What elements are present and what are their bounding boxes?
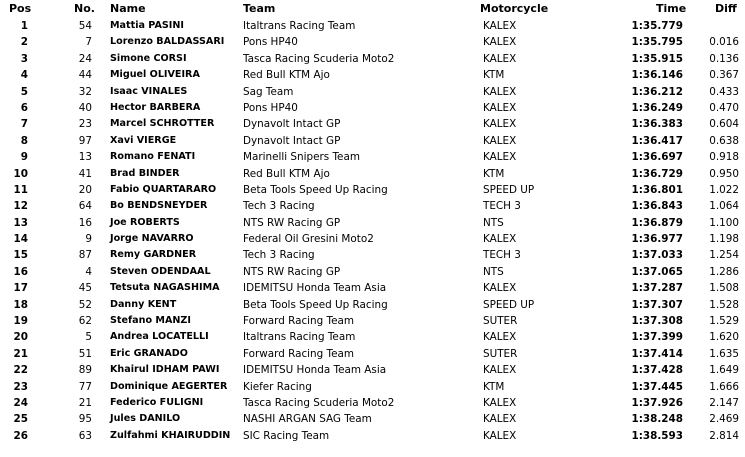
lap-time: 1:36.212 xyxy=(631,85,683,98)
time-diff: 1.198 xyxy=(709,233,739,246)
table-row xyxy=(0,346,745,362)
time-diff: 0.016 xyxy=(709,36,739,49)
team-name: Red Bull KTM Ajo xyxy=(243,167,330,180)
time-diff: 1.254 xyxy=(709,249,739,262)
rider-name: Danny KENT xyxy=(110,298,177,310)
row-pos: 21 xyxy=(13,347,28,360)
table-row xyxy=(0,116,745,132)
motorcycle: NTS xyxy=(483,216,504,229)
row-number: 87 xyxy=(78,249,92,262)
header-name: Name xyxy=(110,2,146,15)
table-row xyxy=(0,297,745,313)
rider-name: Tetsuta NAGASHIMA xyxy=(110,282,220,294)
row-number: 52 xyxy=(78,298,92,311)
row-number: 5 xyxy=(85,331,92,344)
lap-time: 1:36.801 xyxy=(631,183,683,196)
table-row xyxy=(0,133,745,149)
motorcycle: KALEX xyxy=(483,134,517,147)
rider-name: Brad BINDER xyxy=(110,167,180,179)
time-diff: 0.638 xyxy=(709,134,739,147)
row-number: 97 xyxy=(78,134,92,147)
rider-name: Mattia PASINI xyxy=(110,20,184,31)
lap-time: 1:37.308 xyxy=(631,315,683,328)
team-name: Pons HP40 xyxy=(243,36,298,49)
row-pos: 20 xyxy=(13,331,28,344)
row-pos: 9 xyxy=(20,151,28,164)
rider-name: Joe ROBERTS xyxy=(110,216,180,228)
row-number: 21 xyxy=(78,396,92,409)
rider-name: Simone CORSI xyxy=(110,52,187,64)
row-number: 23 xyxy=(78,118,92,131)
team-name: Tech 3 Racing xyxy=(243,249,315,262)
team-name: NTS RW Racing GP xyxy=(243,216,341,229)
table-row xyxy=(0,67,745,83)
team-name: Beta Tools Speed Up Racing xyxy=(243,298,388,311)
rider-name: Jules DANILO xyxy=(110,413,181,425)
lap-time: 1:36.697 xyxy=(631,151,683,164)
team-name: Forward Racing Team xyxy=(243,347,354,360)
rider-name: Eric GRANADO xyxy=(110,347,188,359)
row-pos: 10 xyxy=(13,167,28,180)
rider-name: Andrea LOCATELLI xyxy=(110,331,209,343)
rider-name: Federico FULIGNI xyxy=(110,396,204,408)
table-row xyxy=(0,100,745,116)
rider-name: Jorge NAVARRO xyxy=(110,233,194,245)
time-diff: 0.604 xyxy=(709,118,739,131)
team-name: Pons HP40 xyxy=(243,101,298,114)
row-number: 63 xyxy=(78,429,92,442)
row-pos: 2 xyxy=(20,36,28,49)
lap-time: 1:35.779 xyxy=(631,20,683,32)
team-name: Dynavolt Intact GP xyxy=(243,118,341,131)
lap-time: 1:37.287 xyxy=(631,282,683,295)
table-row xyxy=(0,51,745,67)
lap-time: 1:36.383 xyxy=(631,118,683,131)
lap-time: 1:36.146 xyxy=(631,69,683,82)
team-name: Dynavolt Intact GP xyxy=(243,134,341,147)
table-row xyxy=(0,34,745,50)
lap-time: 1:36.879 xyxy=(631,216,683,229)
lap-time: 1:38.593 xyxy=(631,429,683,442)
team-name: Federal Oil Gresini Moto2 xyxy=(243,233,374,246)
row-number: 13 xyxy=(78,151,92,164)
motorcycle: KALEX xyxy=(483,85,517,98)
lap-time: 1:37.414 xyxy=(631,347,683,360)
motorcycle: KTM xyxy=(483,69,505,82)
row-pos: 11 xyxy=(13,183,28,196)
table-row xyxy=(0,428,745,444)
lap-time: 1:37.065 xyxy=(631,265,683,278)
time-diff: 1.529 xyxy=(709,315,739,328)
rider-name: Khairul IDHAM PAWI xyxy=(110,364,220,376)
motorcycle: SUTER xyxy=(483,315,518,328)
team-name: Marinelli Snipers Team xyxy=(243,151,360,164)
lap-time: 1:36.417 xyxy=(631,134,683,147)
row-number: 24 xyxy=(78,52,92,65)
team-name: SIC Racing Team xyxy=(243,429,330,442)
row-pos: 15 xyxy=(13,249,28,262)
lap-time: 1:36.729 xyxy=(631,167,683,180)
lap-time: 1:36.249 xyxy=(631,101,683,114)
table-body xyxy=(0,18,745,444)
row-pos: 16 xyxy=(13,265,28,278)
row-number: 7 xyxy=(85,36,92,49)
motorcycle: KALEX xyxy=(483,52,517,65)
row-pos: 23 xyxy=(13,380,28,393)
row-number: 95 xyxy=(78,413,92,426)
motorcycle: TECH 3 xyxy=(483,200,521,213)
time-diff: 1.286 xyxy=(709,265,739,278)
time-diff: 1.649 xyxy=(709,364,739,377)
rider-name: Miguel OLIVEIRA xyxy=(110,69,200,81)
row-number: 32 xyxy=(78,85,92,98)
row-number: 4 xyxy=(85,265,92,278)
team-name: Italtrans Racing Team xyxy=(243,331,356,344)
table-row xyxy=(0,264,745,280)
table-row xyxy=(0,182,745,198)
team-name: Beta Tools Speed Up Racing xyxy=(243,183,388,196)
time-diff: 1.508 xyxy=(709,282,739,295)
motorcycle: KTM xyxy=(483,167,505,180)
motorcycle: KALEX xyxy=(483,101,517,114)
row-pos: 3 xyxy=(20,52,28,65)
rider-name: Romano FENATI xyxy=(110,151,196,163)
rider-name: Fabio QUARTARARO xyxy=(110,183,217,195)
motorcycle: KALEX xyxy=(483,20,517,32)
row-pos: 12 xyxy=(13,200,28,213)
time-diff: 0.433 xyxy=(709,85,739,98)
motorcycle: SUTER xyxy=(483,347,518,360)
row-number: 45 xyxy=(78,282,92,295)
motorcycle: KALEX xyxy=(483,364,517,377)
table-row xyxy=(0,379,745,395)
lap-time: 1:37.926 xyxy=(631,396,683,409)
time-diff: 1.100 xyxy=(709,216,739,229)
header-team: Team xyxy=(243,2,276,15)
motorcycle: KALEX xyxy=(483,233,517,246)
row-pos: 19 xyxy=(13,315,28,328)
team-name: Tasca Racing Scuderia Moto2 xyxy=(243,52,395,65)
team-name: Kiefer Racing xyxy=(243,380,312,393)
team-name: Tasca Racing Scuderia Moto2 xyxy=(243,396,395,409)
time-diff: 1.666 xyxy=(709,380,739,393)
time-diff: 1.022 xyxy=(709,183,739,196)
row-number: 41 xyxy=(78,167,92,180)
team-name: Red Bull KTM Ajo xyxy=(243,69,330,82)
row-pos: 25 xyxy=(13,413,28,426)
table-row xyxy=(0,231,745,247)
time-diff: 2.469 xyxy=(709,413,739,426)
table-row xyxy=(0,329,745,345)
rider-name: Dominique AEGERTER xyxy=(110,380,228,392)
lap-time: 1:37.445 xyxy=(631,380,683,393)
motorcycle: KALEX xyxy=(483,331,517,344)
lap-time: 1:38.248 xyxy=(631,413,683,426)
rider-name: Zulfahmi KHAIRUDDIN xyxy=(110,429,231,441)
row-number: 16 xyxy=(78,216,92,229)
team-name: IDEMITSU Honda Team Asia xyxy=(243,364,387,377)
rider-name: Hector BARBERA xyxy=(110,101,201,113)
header-time: Time xyxy=(656,2,687,15)
lap-time: 1:37.428 xyxy=(631,364,683,377)
table-row xyxy=(0,166,745,182)
row-number: 77 xyxy=(78,380,92,393)
row-number: 54 xyxy=(78,20,92,32)
row-number: 40 xyxy=(78,101,92,114)
rider-name: Lorenzo BALDASSARI xyxy=(110,36,225,48)
header-diff: Diff xyxy=(715,2,737,15)
time-diff: 0.470 xyxy=(709,101,739,114)
motorcycle: KALEX xyxy=(483,396,517,409)
row-number: 62 xyxy=(78,315,92,328)
lap-time: 1:37.307 xyxy=(631,298,683,311)
time-diff: 2.814 xyxy=(709,429,739,442)
header-motorcycle: Motorcycle xyxy=(480,2,549,15)
team-name: Sag Team xyxy=(243,85,294,98)
motorcycle: SPEED UP xyxy=(483,183,535,196)
lap-time: 1:36.843 xyxy=(631,200,683,213)
table-row xyxy=(0,84,745,100)
lap-time: 1:36.977 xyxy=(631,233,683,246)
table-header xyxy=(0,0,745,18)
time-diff: 1.064 xyxy=(709,200,739,213)
motorcycle: KALEX xyxy=(483,36,517,49)
motorcycle: SPEED UP xyxy=(483,298,535,311)
row-pos: 7 xyxy=(20,118,28,131)
row-number: 64 xyxy=(78,200,92,213)
table-row xyxy=(0,395,745,411)
header-no: No. xyxy=(74,2,95,15)
time-diff: 1.620 xyxy=(709,331,739,344)
row-pos: 24 xyxy=(13,396,28,409)
motorcycle: KALEX xyxy=(483,413,517,426)
rider-name: Bo BENDSNEYDER xyxy=(110,200,208,212)
row-pos: 5 xyxy=(20,85,28,98)
table-row xyxy=(0,149,745,165)
team-name: NTS RW Racing GP xyxy=(243,265,341,278)
row-number: 20 xyxy=(78,183,92,196)
table-row xyxy=(0,247,745,263)
motorcycle: NTS xyxy=(483,265,504,278)
team-name: Forward Racing Team xyxy=(243,315,354,328)
team-name: IDEMITSU Honda Team Asia xyxy=(243,282,387,295)
row-pos: 26 xyxy=(13,429,28,442)
row-number: 89 xyxy=(78,364,92,377)
table-row xyxy=(0,411,745,427)
table-row xyxy=(0,18,745,34)
rider-name: Marcel SCHROTTER xyxy=(110,118,215,130)
team-name: NASHI ARGAN SAG Team xyxy=(243,413,372,426)
row-number: 51 xyxy=(78,347,92,360)
row-pos: 6 xyxy=(20,101,28,114)
team-name: Italtrans Racing Team xyxy=(243,20,356,32)
table-row xyxy=(0,313,745,329)
row-pos: 22 xyxy=(13,364,28,377)
time-diff: 0.950 xyxy=(709,167,739,180)
lap-time: 1:35.915 xyxy=(631,52,683,65)
team-name: Tech 3 Racing xyxy=(243,200,315,213)
row-pos: 14 xyxy=(13,233,28,246)
motorcycle: KALEX xyxy=(483,151,517,164)
row-number: 44 xyxy=(78,69,92,82)
table-row xyxy=(0,215,745,231)
motorcycle: TECH 3 xyxy=(483,249,521,262)
motorcycle: KALEX xyxy=(483,118,517,131)
rider-name: Remy GARDNER xyxy=(110,249,197,261)
row-pos: 13 xyxy=(13,216,28,229)
time-diff: 0.136 xyxy=(709,52,739,65)
time-diff: 1.528 xyxy=(709,298,739,311)
row-number: 9 xyxy=(85,233,92,246)
time-diff: 0.367 xyxy=(709,69,739,82)
row-pos: 17 xyxy=(13,282,28,295)
rider-name: Steven ODENDAAL xyxy=(110,265,211,277)
rider-name: Isaac VINALES xyxy=(110,85,188,97)
motorcycle: KALEX xyxy=(483,429,517,442)
row-pos: 1 xyxy=(20,20,28,32)
table-row xyxy=(0,362,745,378)
motorcycle: KTM xyxy=(483,380,505,393)
lap-time: 1:37.399 xyxy=(631,331,683,344)
time-diff: 0.918 xyxy=(709,151,739,164)
rider-name: Xavi VIERGE xyxy=(110,134,177,146)
rider-name: Stefano MANZI xyxy=(110,315,191,327)
row-pos: 18 xyxy=(13,298,28,311)
row-pos: 4 xyxy=(20,69,28,82)
motorcycle: KALEX xyxy=(483,282,517,295)
lap-time: 1:35.795 xyxy=(631,36,683,49)
time-diff: 1.635 xyxy=(709,347,739,360)
header-pos: Pos xyxy=(9,2,32,15)
time-diff: 2.147 xyxy=(709,396,739,409)
table-row xyxy=(0,280,745,296)
table-row xyxy=(0,198,745,214)
row-pos: 8 xyxy=(20,134,28,147)
lap-time: 1:37.033 xyxy=(631,249,683,262)
